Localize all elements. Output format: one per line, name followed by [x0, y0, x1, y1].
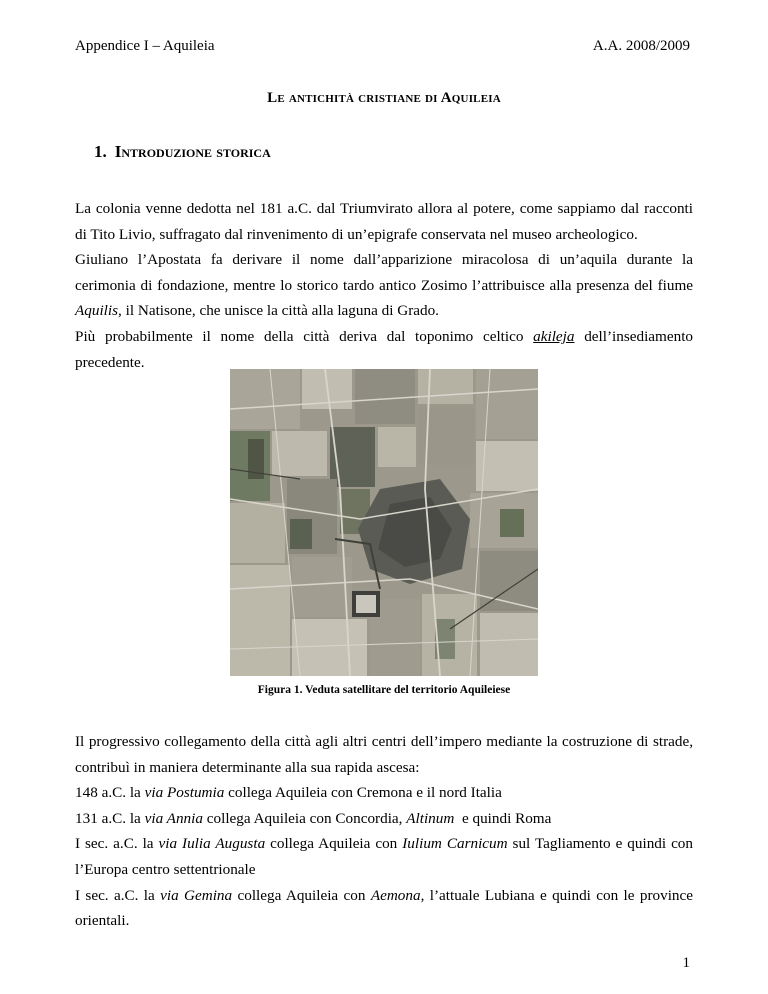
- river-name: Aquilis: [75, 302, 119, 320]
- place-name: Aemona: [370, 886, 421, 904]
- road-item-continued: l’Europa centro settentrionale: [75, 860, 256, 878]
- running-header-right: A.A. 2008/2009: [592, 38, 690, 54]
- road-text-span: collega Aquileia con Concordia,: [202, 809, 407, 827]
- road-name: via Postumia: [144, 784, 225, 802]
- satellite-image-graphic: [230, 369, 538, 676]
- running-header-left: Appendice I – Aquileia: [75, 38, 215, 54]
- intro-line: [75, 298, 693, 324]
- section-number: 1.: [94, 142, 107, 161]
- intro-line: cerimonia di fondazione, mentre lo storico tardo antico Zosimo l’attribuisce alla presenza del fiume: [75, 276, 693, 294]
- road-text-span: , l’attuale Lubiana e quindi con le province: [420, 886, 694, 904]
- intro-text-span: dell’insediamento: [574, 327, 694, 345]
- intro-text: [75, 196, 693, 375]
- intro-line: La colonia venne dedotta nel 181 a.C. dal Triumvirato allora al potere, come sappiamo dal racconti: [75, 200, 693, 217]
- road-text-span: sul Tagliamento e quindi con: [507, 835, 693, 853]
- road-name: via Gemina: [160, 886, 233, 904]
- road-name: via Iulia Augusta: [158, 835, 266, 853]
- road-item: [75, 831, 693, 857]
- roads-text: [75, 729, 693, 934]
- road-name: via Annia: [144, 809, 203, 827]
- place-name: Altinum: [406, 809, 455, 827]
- intro-text-span: Più probabilmente il nome della città deriva dal toponimo celtico: [75, 327, 534, 345]
- road-item: [75, 806, 693, 832]
- place-name: Iulium Carnicum: [402, 835, 508, 853]
- road-item: [75, 883, 693, 909]
- roads-line: contribuì in maniera determinante alla sua rapida ascesa:: [75, 758, 420, 776]
- figure-caption: Figura 1. Veduta satellitare del territorio Aquileiese: [257, 684, 511, 696]
- road-item-continued: orientali.: [75, 912, 130, 930]
- intro-line: di Tito Livio, suffragato dal rinvenimento di un’epigrafe conservata nel museo archeologico.: [75, 225, 638, 243]
- roads-line: Il progressivo collegamento della città agli altri centri dell’impero mediante la costruzione di strade,: [75, 733, 693, 750]
- section-title: Introduzione storica: [114, 142, 271, 161]
- road-text-span: collega Aquileia con: [232, 886, 371, 904]
- road-text-span: collega Aquileia con Cremona e il nord Italia: [224, 784, 502, 802]
- road-text-span: e quindi Roma: [454, 809, 552, 827]
- section-heading: [94, 142, 271, 162]
- road-text-span: I sec. a.C. la: [75, 886, 161, 904]
- intro-line: Giuliano l’Apostata fa derivare il nome dall’apparizione miracolosa di un’aquila durante la: [75, 251, 693, 269]
- road-text-span: 148 a.C. la: [75, 784, 145, 802]
- document-title: Le antichità cristiane di Aquileia: [267, 90, 501, 106]
- road-text-span: collega Aquileia con: [265, 835, 403, 853]
- intro-line: precedente.: [75, 353, 145, 371]
- celtic-toponym: akileja: [533, 327, 575, 345]
- intro-text-span: , il Natisone, che unisce la città alla laguna di Grado.: [118, 302, 439, 320]
- road-text-span: I sec. a.C. la: [75, 835, 159, 853]
- satellite-image: [230, 369, 538, 676]
- intro-line: [75, 324, 693, 350]
- page-number: 1: [682, 955, 690, 971]
- road-text-span: 131 a.C. la: [75, 809, 145, 827]
- road-item: [75, 780, 693, 806]
